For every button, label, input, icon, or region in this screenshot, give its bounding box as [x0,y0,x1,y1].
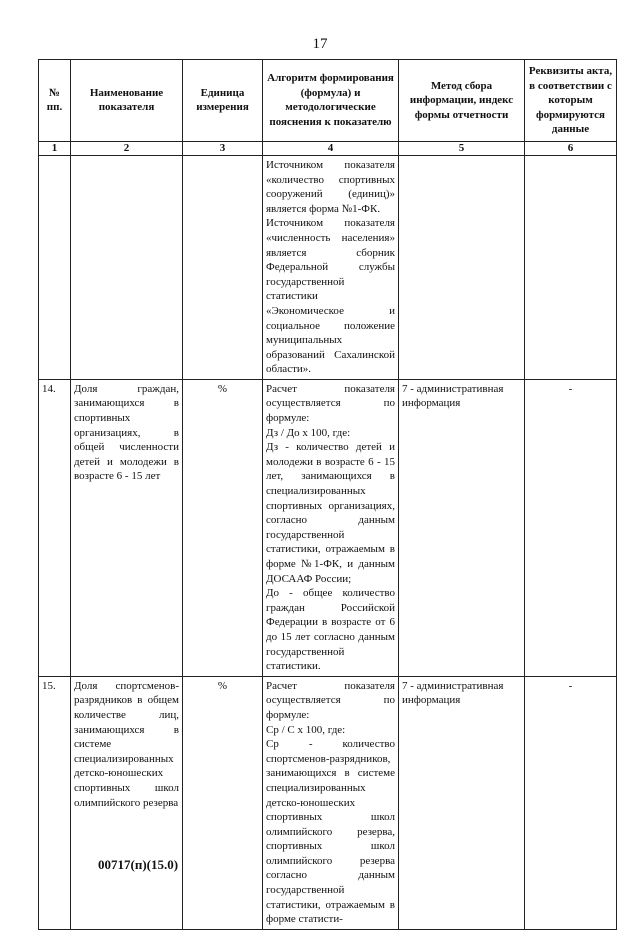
table-header-row [39,60,617,142]
table-row [39,676,617,929]
algorithm-line: Расчет показателя осуществляется по формуле: [266,679,395,721]
header-number: № пп. [39,60,71,142]
indicators-table [38,59,617,930]
collection-method [399,155,525,379]
column-number: 4 [263,141,399,155]
table-row [39,155,617,379]
column-number: 2 [71,141,183,155]
column-number: 6 [525,141,617,155]
algorithm-line: Источником показателя «количество спортивных сооружений (единиц)» является форма №1-ФК. [266,158,395,215]
indicator-name: Доля спортсменов-разрядников в общем количестве лиц, занимающихся в системе специализированных детско-юношеских спортивных школ олимпийского резерва [71,676,183,929]
requisites: - [525,676,617,929]
column-number: 5 [399,141,525,155]
page-number: 17 [312,36,328,52]
algorithm-line: До - общее количество граждан Российской Федерации в возрасте от 6 до 15 лет согласно данным государственной статистики. [266,587,395,673]
indicator-name: Доля граждан, занимающихся в спортивных организациях, в общей численности детей и молодежи в возрасте 6 - 15 лет [71,379,183,676]
row-number: 14. [39,379,71,676]
unit: % [183,676,263,929]
column-number-row [39,141,617,155]
row-number: 15. [39,676,71,929]
algorithm-line: Ср - количество спортсменов-разрядников, занимающихся в системе специализированных детско-юношеских спортивных школ олимпийского резерва, спортивных школ олимпийского резерва согласно данным государственной статистики, отражаемым в форме статисти- [266,738,395,926]
document-code: 00717(п)(15.0) [98,857,179,872]
header-requisites: Реквизиты акта, в соответствии с которым формируются данные [525,60,617,142]
column-number: 3 [183,141,263,155]
header-unit: Единица измерения [183,60,263,142]
algorithm-line: Расчет показателя осуществляется по формуле: [266,382,395,425]
column-number: 1 [39,141,71,155]
unit [183,155,263,379]
algorithm-line: Дз - количество детей и молодежи в возрасте 6 - 15 лет, занимающихся в специализированных спортивных организациях, согласно данным государственной статистики, отражаемым в форме №1-ФК, и данным ДОСААФ России; [266,441,395,585]
indicator-name [71,155,183,379]
requisites [525,155,617,379]
header-algorithm: Алгоритм формирования (формула) и методологические пояснения к показателю [263,60,399,142]
requisites: - [525,379,617,676]
algorithm [263,155,399,379]
row-number [39,155,71,379]
header-method: Метод сбора информации, индекс формы отчетности [399,60,525,142]
collection-method: 7 - административная информация [399,676,525,929]
algorithm [263,676,399,929]
algorithm [263,379,399,676]
header-indicator-name: Наименование показателя [71,60,183,142]
table-row [39,379,617,676]
collection-method: 7 - административная информация [399,379,525,676]
algorithm-line: Ср / С x 100, где: [266,723,346,736]
algorithm-line: Дз / До x 100, где: [266,426,351,439]
algorithm-line: Источником показателя «численность населения» является сборник Федеральной службы государственной статистики «Экономическое и социальное положение муниципальных образований Сахалинской области». [266,217,395,376]
unit: % [183,379,263,676]
